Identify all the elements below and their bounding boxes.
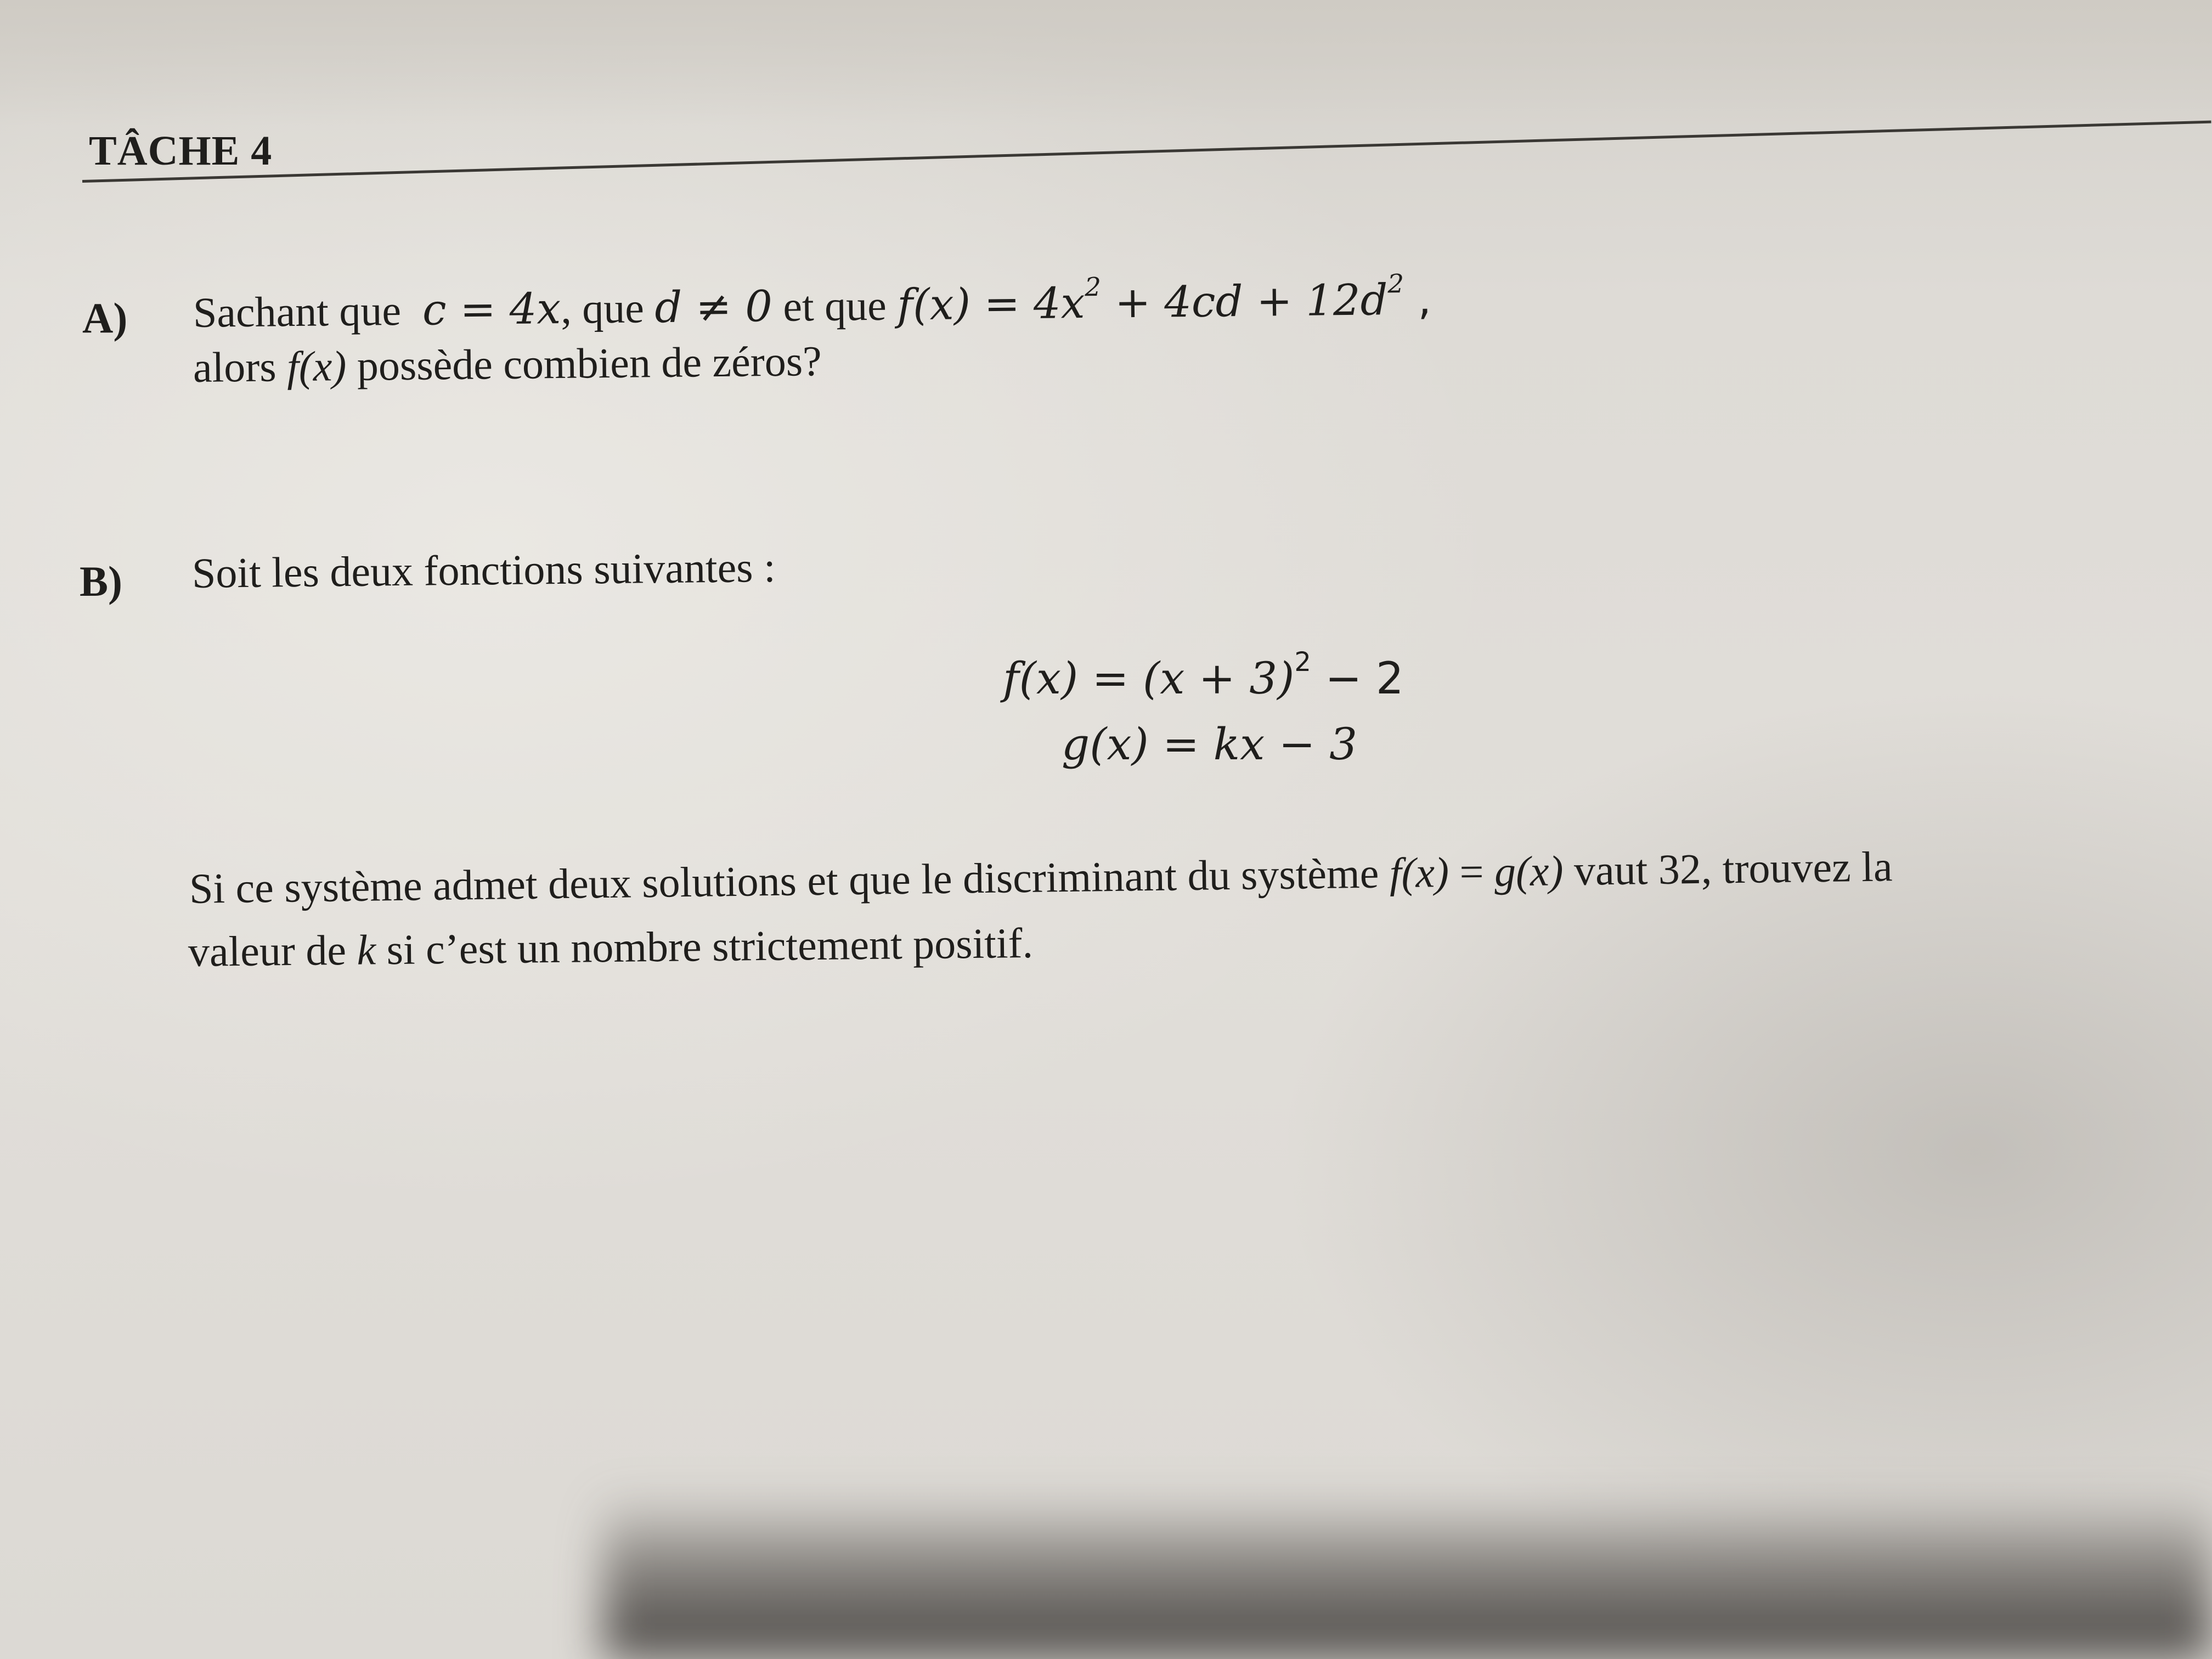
question-equals: = [1459,848,1485,896]
c-equation: c = 4x [422,284,561,335]
part-a-label: A) [82,294,128,342]
part-a-line-2 [193,336,822,392]
part-a-sep-1: , que [560,284,645,332]
part-b-question-line-1 [189,842,1893,913]
part-a-line-2-fx: f(x) [286,342,347,391]
part-a-line-1 [193,269,1432,337]
task-title: TÂCHE 4 [89,128,273,174]
bottom-shadow [603,1492,2212,1659]
g-function-expression: g(x) = kx − 3 [1062,719,1358,770]
part-b-label: B) [80,557,122,605]
part-a-sep-2: et que [782,281,887,330]
part-a-line-2-pre: alors [193,342,277,391]
f-function-lhs: f(x) = (x + 3) [1003,653,1295,704]
f-function-definition [1003,647,1404,704]
question-line-1-pre: Si ce système admet deux solutions et que le discriminant du système [189,849,1379,912]
part-a-line-2-post: possède combien de zéros? [357,337,822,390]
f-definition-lhs: f(x) = 4x [896,278,1085,330]
part-b-question-line-2 [188,918,1034,977]
question-k: k [357,926,376,974]
header-rule [82,121,2211,183]
f-definition [896,269,1432,330]
question-line-1-post: vaut 32, trouvez la [1573,842,1893,894]
d-condition: d ≠ 0 [654,281,773,333]
f-function-exponent: 2 [1294,647,1311,678]
part-a-intro: Sachant que [193,286,402,336]
f-function-end: − 2 [1311,653,1404,704]
f-definition-end: , [1403,275,1432,325]
question-fx: f(x) [1389,848,1449,897]
part-b-intro: Soit les deux fonctions suivantes : [191,543,776,597]
f-definition-exponent-2: 2 [1387,269,1404,300]
g-function-definition [1062,719,1357,770]
question-gx: g(x) [1494,847,1564,895]
question-line-2-post: si c’est un nombre strictement positif. [386,918,1034,974]
f-definition-middle: + 4cd + 12d [1101,275,1389,328]
f-definition-exponent-1: 2 [1084,272,1102,303]
question-line-2-pre: valeur de [188,926,347,975]
top-edge-shading [0,0,2212,126]
